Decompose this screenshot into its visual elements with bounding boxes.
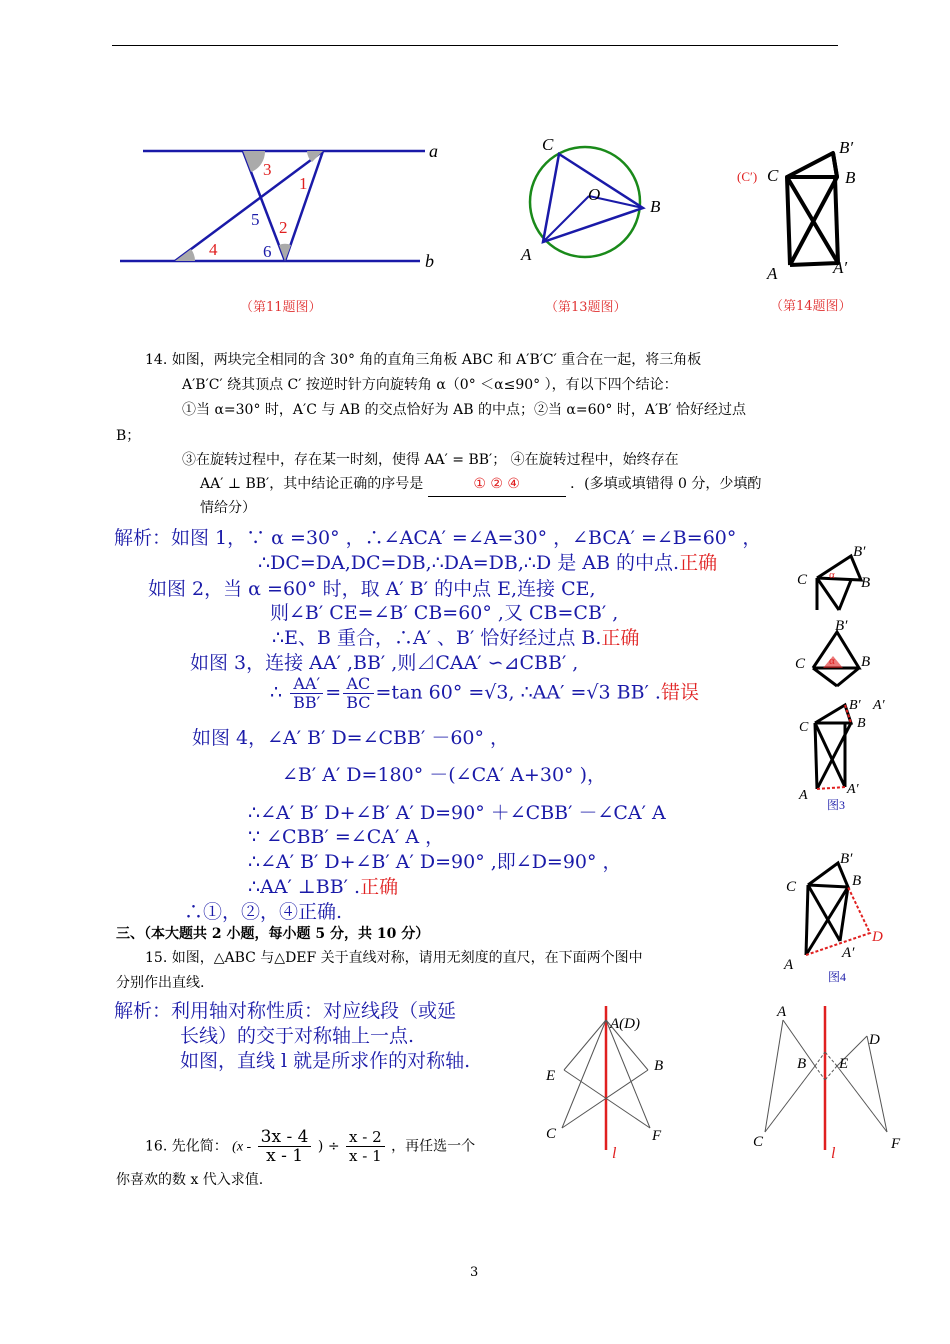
sol14-line13: ∴AA′ ⊥BB′ .正确 (248, 876, 399, 898)
svg-text:B: B (861, 575, 871, 591)
angle-4: 4 (209, 240, 218, 259)
q15-line2: 分别作出直线. (116, 975, 205, 991)
label-b: B (845, 168, 856, 187)
label-c: C (767, 166, 779, 185)
sol14-line4: 则∠B′ CE=∠B′ CB=60° ,又 CB=CB′ , (270, 602, 619, 624)
figure-14 (735, 135, 870, 285)
angle-1: 1 (299, 174, 308, 193)
svg-text:F: F (891, 1136, 901, 1152)
sol14-line9: ∠B′ A′ D=180° －(∠CA′ A+30° )， (282, 764, 606, 786)
svg-text:B′: B′ (835, 618, 848, 634)
q16-line2: 你喜欢的数 x 代入求值. (116, 1172, 264, 1188)
sol14-line12: ∴∠A′ B′ D+∠B′ A′ D=90° ,即∠D=90° ， (248, 851, 622, 873)
q14-line5: ③在旋转过程中，存在某一时刻，使得 AA′ = BB′； ④在旋转过程中，始终存在 (182, 452, 679, 468)
svg-text:l: l (831, 1145, 836, 1162)
sol15-line2: 长线）的交于对称轴上一点. (180, 1025, 415, 1047)
q16-fraction-2: $\frac{x - 2}{x - 1}$ (346, 1128, 385, 1165)
angle-3: 3 (263, 160, 272, 179)
figure-11-caption: （第11题图） (240, 300, 322, 315)
label-b-prime: B′ (839, 138, 854, 157)
svg-text:α: α (829, 655, 835, 667)
figure-15a (540, 1000, 685, 1165)
angle-5: 5 (251, 210, 260, 229)
fraction-ac-bc: $\frac{AC}{BC}$ (343, 675, 373, 712)
q14-line6-tail: ．(多填或填错得 0 分，少填酌 (570, 476, 762, 492)
svg-text:C: C (786, 879, 797, 895)
line-b-label: b (425, 251, 434, 271)
line-a-label: a (429, 141, 438, 161)
svg-text:B: B (797, 1056, 807, 1072)
label-o: O (588, 185, 601, 204)
svg-text:B: B (654, 1058, 664, 1074)
figure-13-caption: （第13题图） (545, 300, 627, 315)
svg-text:B: B (857, 716, 866, 731)
svg-text:A′: A′ (873, 698, 885, 713)
q14-line3: ①当 α=30° 时，A′C 与 AB 的交点恰好为 AB 的中点；②当 α=60° 时，A′B′ 恰好经过点 (182, 402, 747, 418)
svg-text:A′: A′ (847, 782, 859, 797)
figure-11 (115, 135, 450, 280)
svg-text:图4: 图4 (828, 970, 847, 984)
svg-text:图3: 图3 (827, 798, 846, 812)
svg-text:A(D): A(D) (610, 1016, 640, 1032)
sol14-line6: 如图 3，连接 AA′ ,BB′ ,则⊿CAA′ ∽⊿CBB′ , (190, 652, 579, 674)
svg-text:B: B (852, 873, 862, 889)
sol15-line3: 如图，直线 l 就是所求作的对称轴. (180, 1050, 471, 1072)
svg-text:E: E (546, 1068, 556, 1084)
side-figure-3 (795, 695, 890, 813)
svg-text:C: C (795, 656, 806, 672)
q14-line2: A′B′C′ 绕其顶点 C′ 按逆时针方向旋转角 α（0° ＜α≤90° ），有以下四个结论： (182, 377, 678, 393)
sol14-line7: ∴ $\frac{AA'}{BB'}$ = $\frac{AC}{BC}$ =tan 60° =√3, ∴AA′ =√3 BB′ .错误 (270, 674, 699, 712)
sol14-line8: 如图 4，∠A′ B′ D=∠CBB′ －60° ， (192, 727, 510, 749)
q14-line6-text: AA′ ⊥ BB′，其中结论正确的序号是 (200, 476, 424, 492)
q14-line7: 情给分） (200, 500, 256, 516)
label-a: A (767, 264, 778, 283)
fraction-aa-bb: $\frac{AA'}{BB'}$ (290, 675, 323, 712)
sol14-line5: ∴E、B 重合，∴A′ 、B′ 恰好经过点 B.正确 (272, 627, 640, 649)
label-c: C (542, 135, 554, 154)
sol15-line1: 解析：利用轴对称性质：对应线段（或延 (114, 1000, 457, 1022)
svg-text:D: D (872, 929, 883, 945)
svg-text:C: C (546, 1126, 557, 1142)
q16-line1: 16. 先化简： (x - $\frac{3x - 4}{x - 1}$ ) ÷ $\frac{x - 2}{x - 1}$ ，再任选一个 (145, 1127, 476, 1166)
svg-text:A: A (784, 957, 794, 973)
label-c-prime-paren: (C′) (737, 169, 758, 184)
svg-text:B′: B′ (840, 851, 853, 867)
sol14-line14: ∴①，②，④正确. (184, 901, 343, 923)
sol14-line10: ∴∠A′ B′ D+∠B′ A′ D=90° ＋∠CBB′ －∠CA′ A (248, 802, 666, 824)
figure-15b (745, 1000, 910, 1165)
angle-2: 2 (279, 218, 288, 237)
q14-line1: 14. 如图，两块完全相同的含 30° 角的直角三角板 ABC 和 A′B′C′ 重合在一起，将三角板 (145, 352, 702, 368)
sol14-line1: 解析：如图 1，∵ α =30° ，∴∠ACA′ =∠A=30° ，∠BCA′ =∠B=60° ， (114, 527, 762, 549)
label-a-prime: A′ (833, 258, 848, 277)
sol14-line3: 如图 2，当 α =60° 时，取 A′ B′ 的中点 E,连接 CE, (148, 578, 596, 600)
q14-line4: B； (116, 428, 141, 444)
sol14-line11: ∵ ∠CBB′ =∠CA′ A ， (248, 826, 445, 848)
side-figure-1 (793, 540, 883, 615)
figure-13 (515, 130, 675, 270)
svg-text:B′: B′ (853, 544, 866, 560)
q14-line6 (200, 472, 761, 497)
svg-text:E: E (839, 1056, 849, 1072)
svg-text:A: A (799, 788, 808, 803)
svg-text:l: l (612, 1145, 617, 1162)
section-3-title: 三、（本大题共 2 小题，每小题 5 分，共 10 分） (116, 926, 430, 942)
sol14-line2: ∴DC=DA,DC=DB,∴DA=DB,∴D 是 AB 的中点.正确 (258, 552, 718, 574)
svg-text:B′: B′ (849, 698, 861, 713)
svg-text:A: A (777, 1004, 787, 1020)
svg-text:C: C (799, 720, 809, 735)
side-figure-4 (782, 845, 892, 985)
svg-text:D: D (869, 1032, 880, 1048)
svg-text:C: C (797, 572, 808, 588)
header-rule (112, 45, 838, 46)
label-a: A (521, 245, 532, 264)
page-number: 3 (470, 1265, 479, 1280)
q16-fraction-1: $\frac{3x - 4}{x - 1}$ (258, 1128, 312, 1165)
svg-text:A′: A′ (842, 945, 855, 961)
svg-text:B: B (861, 654, 871, 670)
angle-6: 6 (263, 242, 272, 261)
figure-14-caption: （第14题图） (770, 299, 852, 314)
svg-text:α: α (829, 569, 835, 581)
label-b: B (650, 197, 661, 216)
side-figure-2 (793, 618, 883, 690)
q15-line1: 15. 如图，△ABC 与△DEF 关于直线对称，请用无刻度的直尺，在下面两个图中 (145, 950, 643, 966)
svg-text:F: F (652, 1128, 662, 1144)
q14-answer: ① ② ④ (428, 472, 566, 497)
svg-text:C: C (753, 1134, 764, 1150)
